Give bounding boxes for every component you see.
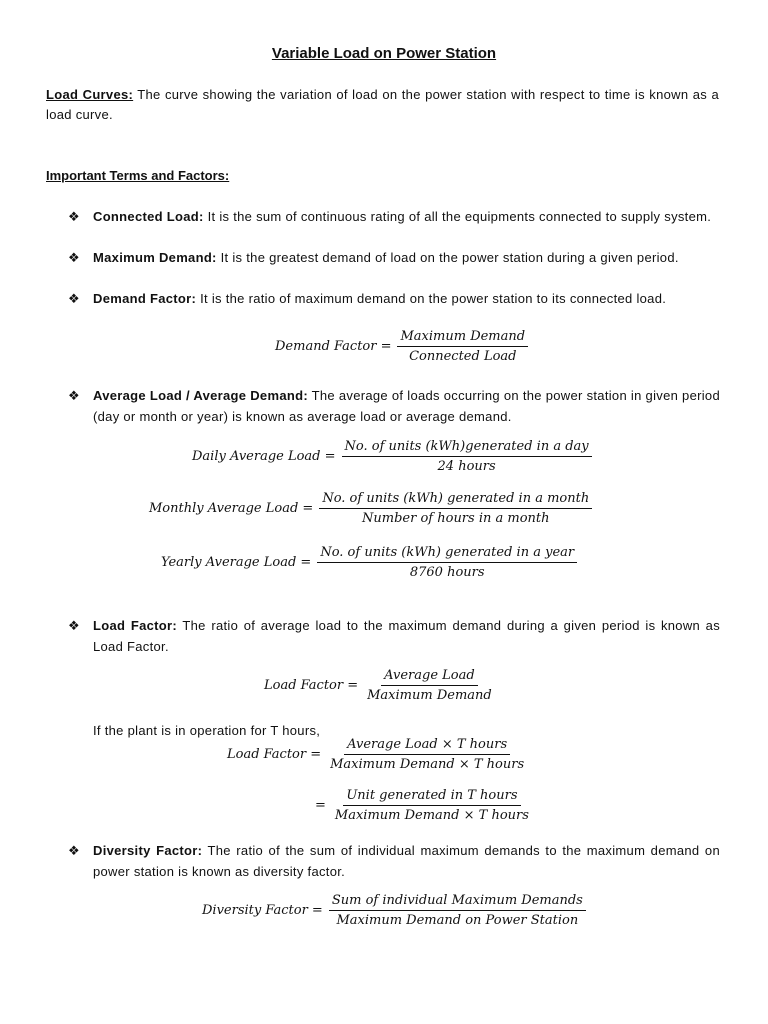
denominator: Maximum Demand on Power Station <box>336 913 579 928</box>
load-curves-paragraph <box>46 85 719 125</box>
monthly-average-equation <box>149 491 592 526</box>
item-diversity-factor <box>93 841 720 882</box>
plant-operation-note: If the plant is in operation for T hours, <box>93 723 321 738</box>
item-term: Maximum Demand: <box>93 250 217 265</box>
item-term: Average Load / Average Demand: <box>93 388 308 403</box>
equation-lhs: Yearly Average Load = <box>161 555 312 570</box>
load-curves-text: The curve showing the variation of load on the power station with respect to time is known as a load curve. <box>46 87 719 122</box>
bullet-icon: ❖ <box>68 291 80 306</box>
daily-average-equation <box>192 439 592 474</box>
numerator: Average Load × T hours <box>344 737 510 755</box>
fraction <box>329 893 586 928</box>
item-text: The ratio of the sum of individual maximum demands to the maximum demand on power station is known as diversity factor. <box>93 843 720 879</box>
bullet-icon: ❖ <box>68 250 80 265</box>
load-curves-term: Load Curves: <box>46 87 134 102</box>
fraction <box>327 737 527 772</box>
numerator: Sum of individual Maximum Demands <box>329 893 586 911</box>
bullet-icon: ❖ <box>68 618 80 633</box>
diversity-factor-equation <box>202 893 586 928</box>
bullet-icon: ❖ <box>68 209 80 224</box>
item-term: Load Factor: <box>93 618 178 633</box>
fraction <box>342 439 592 474</box>
load-factor-units-equation <box>315 788 532 823</box>
equation-lhs: = <box>315 798 326 813</box>
fraction <box>319 491 592 526</box>
item-term: Connected Load: <box>93 209 204 224</box>
load-factor-t-equation <box>227 737 527 772</box>
item-text: It is the ratio of maximum demand on the power station to its connected load. <box>196 291 667 306</box>
numerator: Maximum Demand <box>397 329 528 347</box>
page-title: Variable Load on Power Station <box>271 45 497 62</box>
bullet-icon: ❖ <box>68 843 80 858</box>
denominator: Maximum Demand × T hours <box>330 757 525 772</box>
denominator: Maximum Demand <box>367 688 492 703</box>
item-average-load <box>93 386 720 427</box>
numerator: No. of units (kWh) generated in a month <box>319 491 592 509</box>
item-term: Demand Factor: <box>93 291 197 306</box>
fraction <box>397 329 528 364</box>
item-term: Diversity Factor: <box>93 843 203 858</box>
equation-lhs: Demand Factor = <box>275 339 392 354</box>
bullet-icon: ❖ <box>68 388 80 403</box>
item-load-factor <box>93 616 720 657</box>
numerator: Unit generated in T hours <box>343 788 520 806</box>
fraction <box>317 545 577 580</box>
equation-lhs: Load Factor = <box>264 678 359 693</box>
numerator: Average Load <box>381 668 478 686</box>
denominator: Number of hours in a month <box>362 511 550 526</box>
demand-factor-equation <box>275 329 528 364</box>
numerator: No. of units (kWh) generated in a year <box>317 545 577 563</box>
fraction <box>332 788 532 823</box>
denominator: Maximum Demand × T hours <box>334 808 529 823</box>
denominator: 24 hours <box>437 459 496 474</box>
denominator: 8760 hours <box>409 565 485 580</box>
item-connected-load <box>93 207 720 228</box>
section-heading: Important Terms and Factors: <box>46 168 230 183</box>
item-text: It is the greatest demand of load on the power station during a given period. <box>216 250 679 265</box>
item-text: The ratio of average load to the maximum demand during a given period is known as Load Factor. <box>93 618 721 654</box>
item-text: It is the sum of continuous rating of all the equipments connected to supply system. <box>203 209 712 224</box>
equation-lhs: Load Factor = <box>227 747 322 762</box>
equation-lhs: Monthly Average Load = <box>149 501 314 516</box>
equation-lhs: Daily Average Load = <box>192 449 336 464</box>
item-text: The average of loads occurring on the power station in given period (day or month or year) is known as average load or average demand. <box>93 388 720 424</box>
equation-lhs: Diversity Factor = <box>202 903 323 918</box>
yearly-average-equation <box>161 545 577 580</box>
load-factor-equation <box>264 668 495 703</box>
denominator: Connected Load <box>409 349 517 364</box>
fraction <box>364 668 495 703</box>
item-maximum-demand <box>93 248 720 269</box>
numerator: No. of units (kWh)generated in a day <box>342 439 592 457</box>
item-demand-factor <box>93 289 720 310</box>
